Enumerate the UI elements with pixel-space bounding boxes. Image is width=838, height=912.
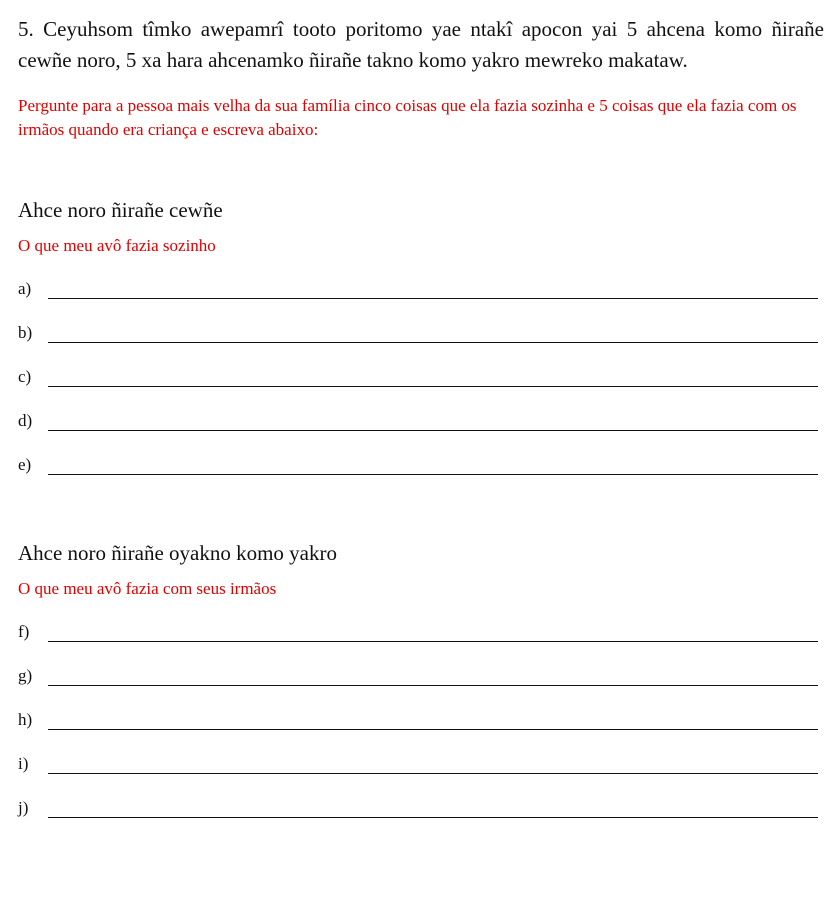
answer-line-a[interactable]	[48, 278, 818, 299]
answer-line-h[interactable]	[48, 709, 818, 730]
answer-line-j[interactable]	[48, 797, 818, 818]
answer-line-d[interactable]	[48, 410, 818, 431]
answer-letter: i)	[18, 754, 29, 773]
answer-row	[18, 387, 824, 431]
section-subtitle: O que meu avô fazia com seus irmãos	[18, 579, 277, 598]
answer-row	[18, 642, 824, 686]
answer-row	[18, 686, 824, 730]
answer-row	[18, 431, 824, 475]
answer-line-f[interactable]	[48, 621, 818, 642]
answer-list	[18, 271, 824, 475]
section-title: Ahce noro ñirañe cewñe	[18, 198, 223, 222]
section-title: Ahce noro ñirañe oyakno komo yakro	[18, 541, 337, 565]
section-subtitle: O que meu avô fazia sozinho	[18, 236, 216, 255]
answer-letter: h)	[18, 710, 33, 729]
answer-letter: d)	[18, 411, 33, 430]
section-with-siblings	[18, 539, 824, 818]
answer-row	[18, 343, 824, 387]
section-alone	[18, 196, 824, 475]
answer-row	[18, 299, 824, 343]
answer-row	[18, 614, 824, 642]
answer-line-g[interactable]	[48, 665, 818, 686]
answer-list	[18, 614, 824, 818]
answer-letter: b)	[18, 323, 33, 342]
answer-row	[18, 271, 824, 299]
answer-letter: j)	[18, 798, 29, 817]
worksheet-page	[18, 14, 824, 818]
answer-letter: g)	[18, 666, 33, 685]
answer-row	[18, 730, 824, 774]
answer-letter: f)	[18, 622, 30, 641]
answer-letter: c)	[18, 367, 32, 386]
question-instruction: Pergunte para a pessoa mais velha da sua família cinco coisas que ela fazia sozinha e 5 coisas que ela fazia com os irmãos quando era criança e escreva abaixo:	[18, 96, 797, 139]
answer-line-i[interactable]	[48, 753, 818, 774]
answer-line-b[interactable]	[48, 322, 818, 343]
answer-line-e[interactable]	[48, 454, 818, 475]
answer-letter: e)	[18, 455, 32, 474]
answer-row	[18, 774, 824, 818]
answer-line-c[interactable]	[48, 366, 818, 387]
answer-letter: a)	[18, 279, 32, 298]
question-text: 5. Ceyuhsom tîmko awepamrî tooto poritomo yae ntakî apocon yai 5 ahcena komo ñirañe cewñe noro, 5 xa hara ahcenamko ñirañe takno komo yakro mewreko makataw.	[18, 17, 824, 72]
